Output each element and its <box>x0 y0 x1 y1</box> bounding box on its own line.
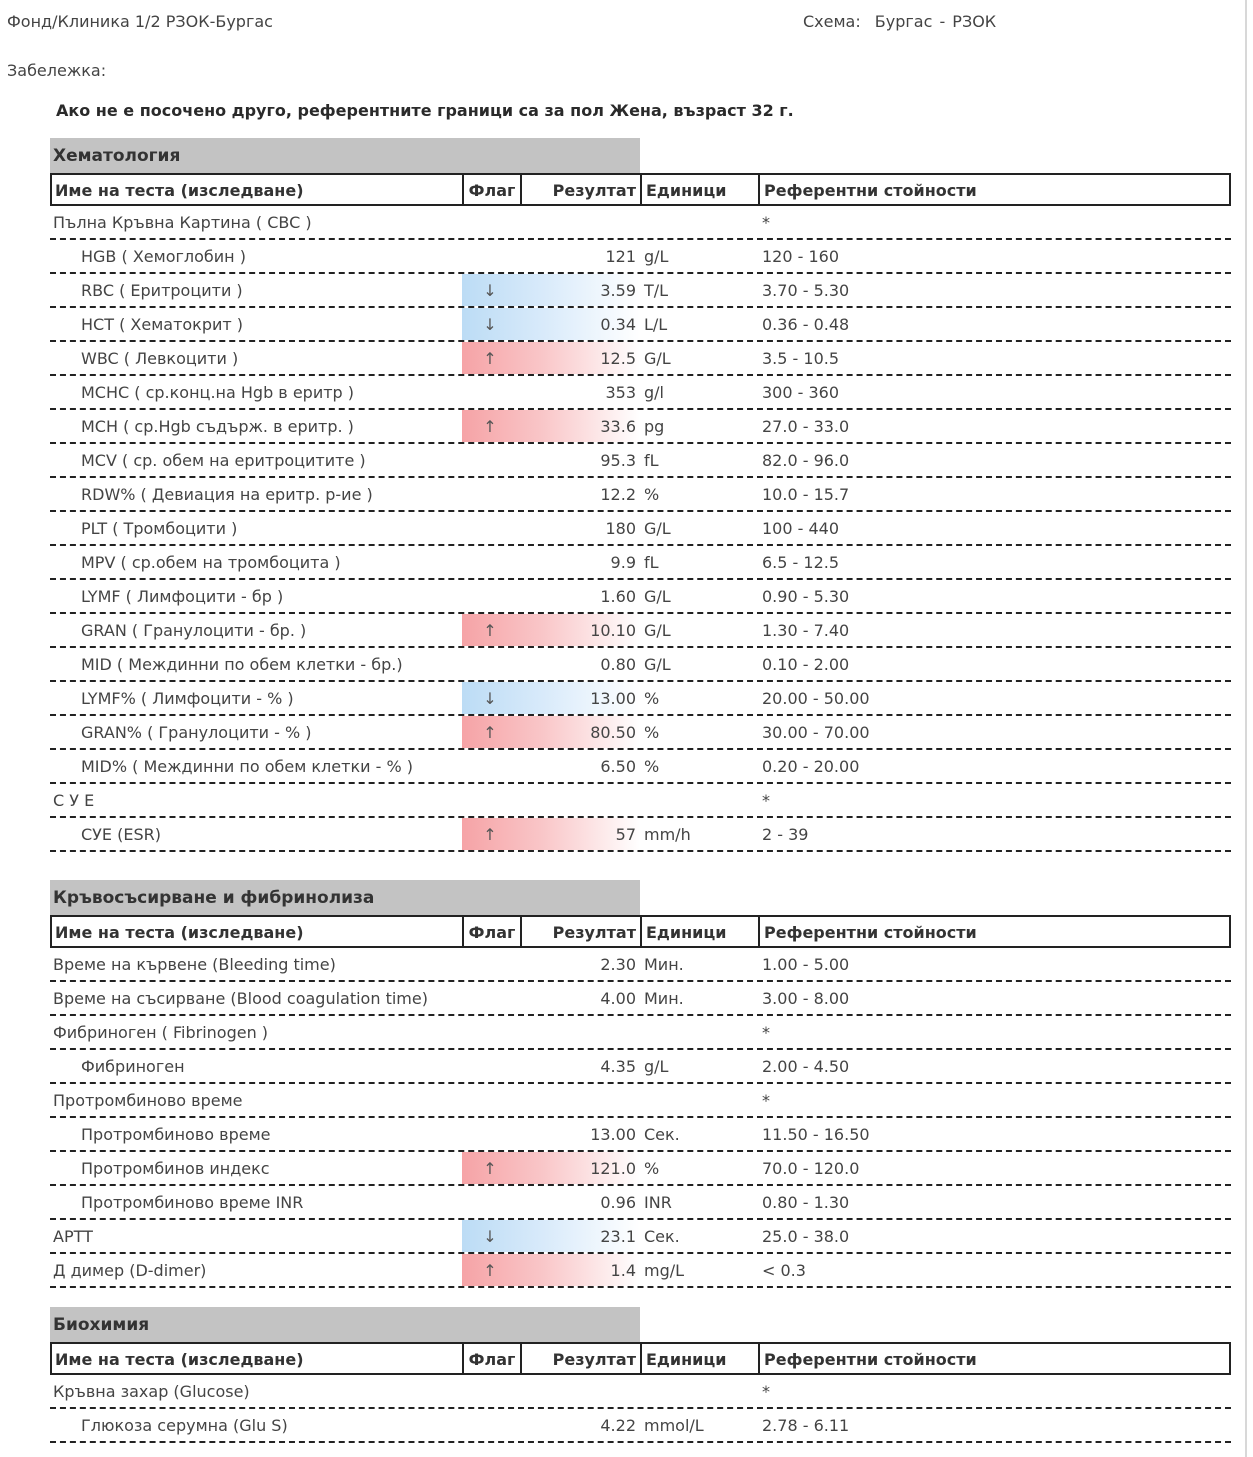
unit-value: % <box>644 1159 660 1178</box>
test-name: GRAN% ( Гранулоцити - % ) <box>81 723 312 742</box>
reference-range: 2.78 - 6.11 <box>762 1416 850 1435</box>
note-label: Забележка: <box>7 61 107 80</box>
reference-range: * <box>762 1023 770 1042</box>
unit-value: fL <box>644 451 659 470</box>
flag-cell <box>462 444 518 476</box>
table-row <box>50 1118 1231 1152</box>
result-value: 1.4 <box>610 1261 636 1280</box>
test-name: Протромбинов индекс <box>81 1159 270 1178</box>
scheme-label: Схема: <box>803 12 861 31</box>
unit-value: % <box>644 757 660 776</box>
reference-range: 3.5 - 10.5 <box>762 349 840 368</box>
result-value: 2.30 <box>600 955 636 974</box>
result-value: 1.60 <box>600 587 636 606</box>
unit-value: G/L <box>644 655 671 674</box>
table-row <box>50 512 1231 546</box>
reference-range: 3.70 - 5.30 <box>762 281 850 300</box>
unit-value: INR <box>644 1193 672 1212</box>
test-name: RDW% ( Девиация на еритр. р-ие ) <box>81 485 373 504</box>
table-row <box>50 478 1231 512</box>
test-name: HCT ( Хематокрит ) <box>81 315 244 334</box>
unit-value <box>640 206 758 238</box>
unit-value <box>640 784 758 816</box>
unit-value: mmol/L <box>644 1416 704 1435</box>
table-row <box>50 1186 1231 1220</box>
test-name: MPV ( ср.обем на тромбоцита ) <box>81 553 341 572</box>
unit-value: G/L <box>644 621 671 640</box>
reference-range: 0.10 - 2.00 <box>762 655 850 674</box>
col-header-result: Резултат <box>522 175 642 204</box>
arrow-up-icon: ↑ <box>483 349 497 368</box>
reference-range: 300 - 360 <box>762 383 840 402</box>
result-value: 33.6 <box>600 417 636 436</box>
table-row <box>50 1409 1231 1443</box>
reference-range: 27.0 - 33.0 <box>762 417 850 436</box>
unit-value: pg <box>644 417 665 436</box>
col-header-result: Резултат <box>522 917 642 946</box>
col-header-reference: Референтни стойности <box>764 181 977 200</box>
table-header <box>50 915 1231 948</box>
reference-range: 1.00 - 5.00 <box>762 955 850 974</box>
reference-range: < 0.3 <box>762 1261 806 1280</box>
flag-cell <box>462 512 518 544</box>
reference-range: 70.0 - 120.0 <box>762 1159 860 1178</box>
table-row <box>50 784 1231 818</box>
test-name: HGB ( Хемоглобин ) <box>81 247 246 266</box>
table-header <box>50 1342 1231 1375</box>
col-header-name: Име на теста (изследване) <box>52 175 464 204</box>
section-2 <box>50 1307 1231 1443</box>
unit-value: g/L <box>644 247 669 266</box>
unit-value: L/L <box>644 315 668 334</box>
unit-value: T/L <box>644 281 669 300</box>
table-row <box>50 376 1231 410</box>
result-value: 12.2 <box>600 485 636 504</box>
flag-cell <box>462 1050 518 1082</box>
table-row <box>50 580 1231 614</box>
unit-value: g/L <box>644 1057 669 1076</box>
table-row <box>50 750 1231 784</box>
arrow-down-icon: ↓ <box>483 689 497 708</box>
section-title: Хематология <box>50 138 640 173</box>
section-0 <box>50 138 1231 852</box>
reference-range: 82.0 - 96.0 <box>762 451 850 470</box>
flag-cell <box>462 206 518 238</box>
result-value: 80.50 <box>590 723 636 742</box>
unit-value: g/l <box>644 383 664 402</box>
test-name: MID% ( Междинни по обем клетки - % ) <box>81 757 413 776</box>
col-header-result: Резултат <box>522 1344 642 1373</box>
table-row <box>50 1375 1231 1409</box>
test-name: СУЕ (ESR) <box>81 825 161 844</box>
table-row <box>50 410 1231 444</box>
result-value: 13.00 <box>590 1125 636 1144</box>
test-name: Време на кървене (Bleeding time) <box>53 955 336 974</box>
unit-value: Сек. <box>644 1125 680 1144</box>
result-value <box>518 1084 640 1116</box>
result-value: 4.35 <box>600 1057 636 1076</box>
reference-range: * <box>762 1091 770 1110</box>
col-header-reference: Референтни стойности <box>764 923 977 942</box>
result-value: 57 <box>615 825 636 844</box>
test-name: Протромбиново време INR <box>81 1193 304 1212</box>
table-row <box>50 274 1231 308</box>
arrow-up-icon: ↑ <box>483 723 497 742</box>
table-row <box>50 818 1231 852</box>
arrow-up-icon: ↑ <box>483 825 497 844</box>
unit-value: mm/h <box>644 825 691 844</box>
result-value <box>518 206 640 238</box>
unit-value: G/L <box>644 587 671 606</box>
result-value: 353 <box>605 383 636 402</box>
flag-cell <box>462 982 518 1014</box>
flag-cell <box>462 648 518 680</box>
flag-cell <box>462 1118 518 1150</box>
test-name: Време на съсирване (Blood coagulation time) <box>53 989 428 1008</box>
reference-range: 0.80 - 1.30 <box>762 1193 850 1212</box>
test-name: LYMF% ( Лимфоцити - % ) <box>81 689 294 708</box>
col-header-name: Име на теста (изследване) <box>52 917 464 946</box>
flag-cell <box>462 1016 518 1048</box>
arrow-down-icon: ↓ <box>483 315 497 334</box>
result-value: 0.80 <box>600 655 636 674</box>
result-value: 6.50 <box>600 757 636 776</box>
col-header-units: Единици <box>642 175 760 204</box>
table-row <box>50 1152 1231 1186</box>
reference-range: 2.00 - 4.50 <box>762 1057 850 1076</box>
unit-value: Мин. <box>644 955 684 974</box>
unit-value: Мин. <box>644 989 684 1008</box>
arrow-up-icon: ↑ <box>483 621 497 640</box>
flag-cell <box>462 1084 518 1116</box>
reference-range: 10.0 - 15.7 <box>762 485 850 504</box>
reference-range: 120 - 160 <box>762 247 840 266</box>
unit-value: G/L <box>644 519 671 538</box>
flag-cell <box>462 376 518 408</box>
test-name: MCHC ( ср.конц.на Hgb в еритр ) <box>81 383 355 402</box>
result-value <box>518 1375 640 1407</box>
flag-cell <box>462 580 518 612</box>
reference-range: 0.36 - 0.48 <box>762 315 850 334</box>
test-name: Глюкоза серумна (Glu S) <box>81 1416 288 1435</box>
reference-range: 30.00 - 70.00 <box>762 723 870 742</box>
test-name: Д димер (D-dimer) <box>53 1261 207 1280</box>
flag-cell <box>462 1409 518 1441</box>
table-row <box>50 716 1231 750</box>
unit-value: Сек. <box>644 1227 680 1246</box>
test-name: Протромбиново време <box>53 1091 243 1110</box>
table-row <box>50 1050 1231 1084</box>
test-name: RBC ( Еритроцити ) <box>81 281 243 300</box>
reference-range: 6.5 - 12.5 <box>762 553 840 572</box>
test-name: Протромбиново време <box>81 1125 271 1144</box>
section-title: Кръвосъсирване и фибринолиза <box>50 880 640 915</box>
table-row <box>50 342 1231 376</box>
reference-note: Ако не е посочено друго, референтните граници са за пол Жена, възраст 32 г. <box>56 101 794 120</box>
reference-range: * <box>762 791 770 810</box>
test-name: Кръвна захар (Glucose) <box>53 1382 250 1401</box>
result-value: 13.00 <box>590 689 636 708</box>
table-header <box>50 173 1231 206</box>
test-name: WBC ( Левкоцити ) <box>81 349 239 368</box>
unit-value <box>640 1375 758 1407</box>
flag-cell <box>462 546 518 578</box>
reference-range: * <box>762 1382 770 1401</box>
col-header-flag: Флаг <box>464 917 522 946</box>
section-title: Биохимия <box>50 1307 640 1342</box>
unit-value: % <box>644 485 660 504</box>
table-row <box>50 682 1231 716</box>
unit-value: fL <box>644 553 659 572</box>
table-row <box>50 206 1231 240</box>
result-value: 12.5 <box>600 349 636 368</box>
result-value <box>518 1016 640 1048</box>
unit-value: mg/L <box>644 1261 685 1280</box>
arrow-up-icon: ↑ <box>483 417 497 436</box>
reference-range: * <box>762 213 770 232</box>
col-header-reference: Референтни стойности <box>764 1350 977 1369</box>
test-name: MCV ( ср. обем на еритроцитите ) <box>81 451 366 470</box>
reference-range: 2 - 39 <box>762 825 809 844</box>
result-value: 4.22 <box>600 1416 636 1435</box>
test-name: С У Е <box>53 791 95 810</box>
flag-cell <box>462 1375 518 1407</box>
result-value: 9.9 <box>610 553 636 572</box>
reference-range: 25.0 - 38.0 <box>762 1227 850 1246</box>
result-value: 121 <box>605 247 636 266</box>
reference-range: 100 - 440 <box>762 519 840 538</box>
test-name: GRAN ( Гранулоцити - бр. ) <box>81 621 307 640</box>
reference-range: 11.50 - 16.50 <box>762 1125 870 1144</box>
arrow-down-icon: ↓ <box>483 1227 497 1246</box>
table-row <box>50 982 1231 1016</box>
result-value: 95.3 <box>600 451 636 470</box>
arrow-down-icon: ↓ <box>483 281 497 300</box>
arrow-up-icon: ↑ <box>483 1261 497 1280</box>
table-row <box>50 648 1231 682</box>
result-value <box>518 784 640 816</box>
section-1 <box>50 880 1231 1288</box>
test-name: APTT <box>53 1227 93 1246</box>
unit-value: % <box>644 723 660 742</box>
test-name: Фибриноген <box>81 1057 185 1076</box>
arrow-up-icon: ↑ <box>483 1159 497 1178</box>
table-row <box>50 444 1231 478</box>
table-row <box>50 614 1231 648</box>
result-value: 180 <box>605 519 636 538</box>
unit-value <box>640 1084 758 1116</box>
flag-cell <box>462 1186 518 1218</box>
reference-range: 0.90 - 5.30 <box>762 587 850 606</box>
test-name: Фибриноген ( Fibrinogen ) <box>53 1023 269 1042</box>
flag-cell <box>462 750 518 782</box>
col-header-name: Име на теста (изследване) <box>52 1344 464 1373</box>
result-value: 0.96 <box>600 1193 636 1212</box>
col-header-units: Единици <box>642 1344 760 1373</box>
table-row <box>50 1084 1231 1118</box>
reference-range: 1.30 - 7.40 <box>762 621 850 640</box>
col-header-flag: Флаг <box>464 175 522 204</box>
test-name: Пълна Кръвна Картина ( CBC ) <box>53 213 312 232</box>
flag-cell <box>462 948 518 980</box>
flag-cell <box>462 240 518 272</box>
test-name: PLT ( Тромбоцити ) <box>81 519 238 538</box>
table-row <box>50 308 1231 342</box>
result-value: 121.0 <box>590 1159 636 1178</box>
col-header-units: Единици <box>642 917 760 946</box>
flag-cell <box>462 784 518 816</box>
col-header-flag: Флаг <box>464 1344 522 1373</box>
table-row <box>50 948 1231 982</box>
fund-clinic-label: Фонд/Клиника 1/2 РЗОК-Бургас <box>7 12 273 31</box>
reference-range: 20.00 - 50.00 <box>762 689 870 708</box>
test-name: LYMF ( Лимфоцити - бр ) <box>81 587 284 606</box>
scheme-value: Бургас - РЗОК <box>874 12 997 31</box>
result-value: 0.34 <box>600 315 636 334</box>
result-value: 10.10 <box>590 621 636 640</box>
table-row <box>50 546 1231 580</box>
table-row <box>50 1016 1231 1050</box>
result-value: 23.1 <box>600 1227 636 1246</box>
table-row <box>50 1254 1231 1288</box>
table-row <box>50 1220 1231 1254</box>
result-value: 3.59 <box>600 281 636 300</box>
unit-value: % <box>644 689 660 708</box>
test-name: MID ( Междинни по обем клетки - бр.) <box>81 655 403 674</box>
reference-range: 0.20 - 20.00 <box>762 757 860 776</box>
test-name: MCH ( ср.Hgb съдърж. в еритр. ) <box>81 417 354 436</box>
reference-range: 3.00 - 8.00 <box>762 989 850 1008</box>
scheme-info <box>803 12 996 31</box>
flag-cell <box>462 478 518 510</box>
unit-value <box>640 1016 758 1048</box>
page-right-border <box>1245 0 1247 1457</box>
result-value: 4.00 <box>600 989 636 1008</box>
unit-value: G/L <box>644 349 671 368</box>
table-row <box>50 240 1231 274</box>
